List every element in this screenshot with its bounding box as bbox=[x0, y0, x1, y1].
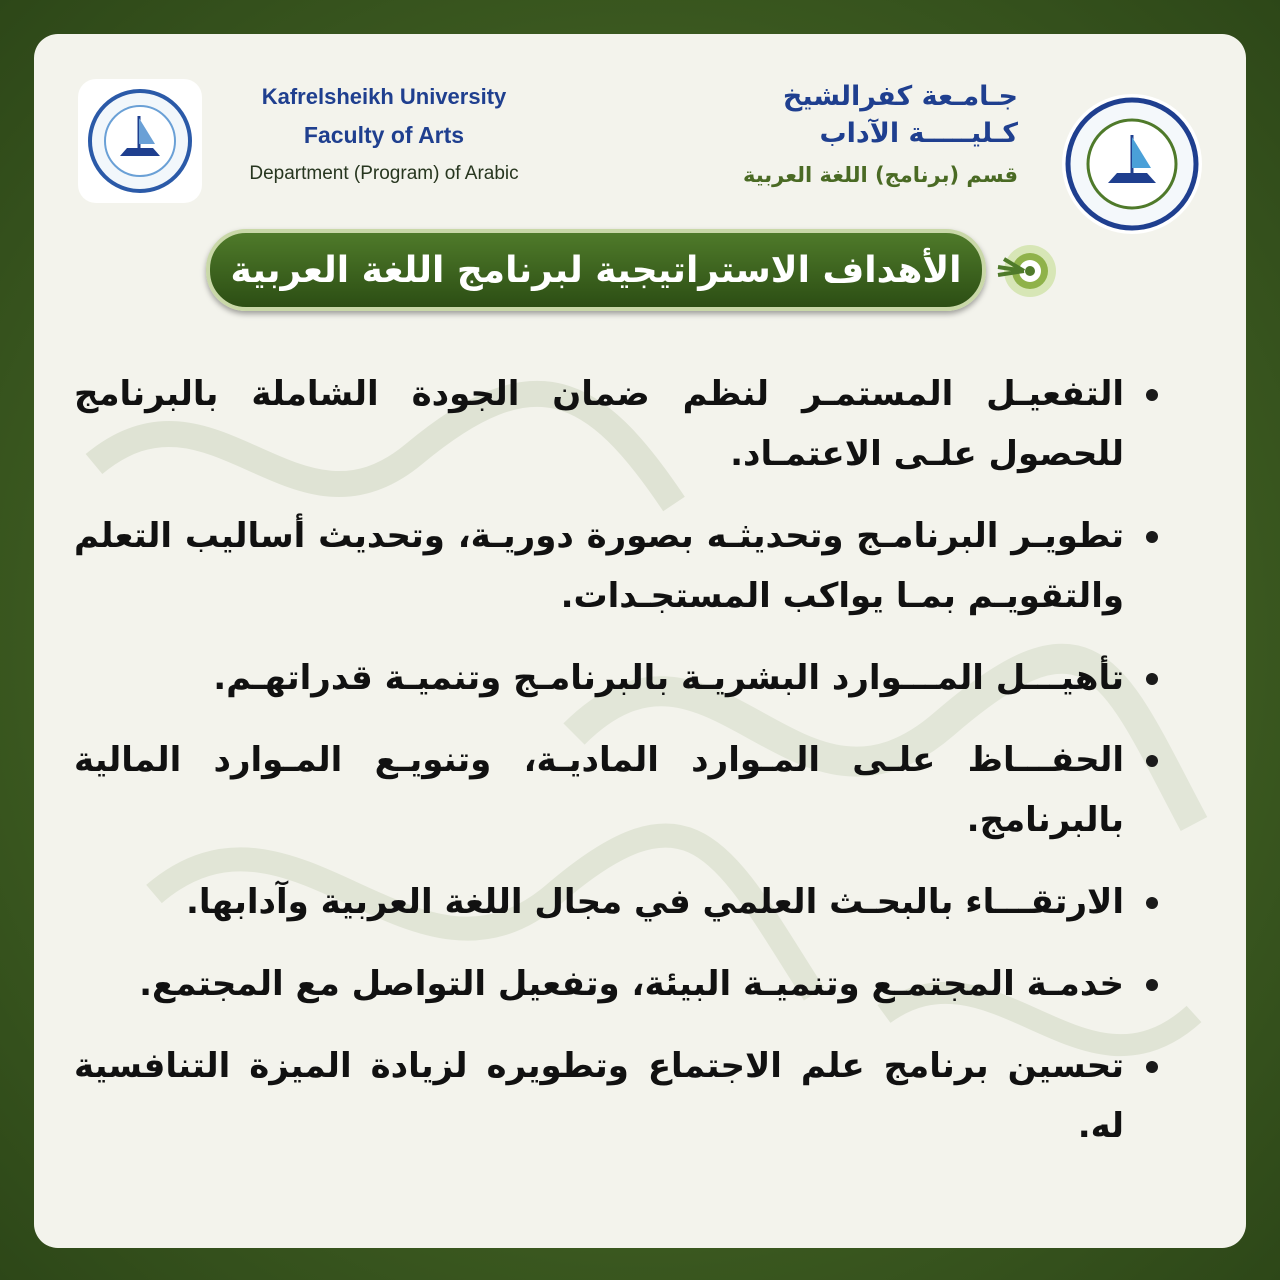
goal-item: الحفـــاظ علـى المـوارد الماديـة، وتنويـع المـوارد المالية بالبرنامج. bbox=[74, 730, 1164, 850]
goal-item: الارتقـــاء بالبحـث العلمي في مجال اللغة العربية وآدابها. bbox=[74, 872, 1164, 932]
goal-item: تطويـر البرنامـج وتحديثـه بصورة دوريـة، وتحديث أساليب التعلم والتقويـم بمـا يواكب المستجـدات. bbox=[74, 506, 1164, 626]
english-faculty-name: Faculty of Arts bbox=[303, 122, 465, 148]
logo-seal-icon bbox=[1063, 95, 1201, 233]
goals-list bbox=[74, 364, 1164, 1178]
english-university-name: Kafrelsheikh University bbox=[261, 84, 507, 109]
english-header bbox=[184, 79, 584, 185]
arabic-university-name: جـامـعة كفرالشيخ bbox=[782, 81, 1018, 112]
target-icon bbox=[994, 239, 1058, 303]
logo-seal-icon bbox=[85, 86, 195, 196]
goal-item: تأهيـــل المـــوارد البشريـة بالبرنامـج وتنميـة قدراتهـم. bbox=[74, 648, 1164, 708]
page-title: الأهداف الاستراتيجية لبرنامج اللغة العربية bbox=[206, 229, 986, 311]
goal-item: تحسين برنامج علم الاجتماع وتطويره لزيادة الميزة التنافسية له. bbox=[74, 1036, 1164, 1156]
goal-item: التفعيـل المستمـر لنظم ضمان الجودة الشاملة بالبرنامج للحصول علـى الاعتمـاد. bbox=[74, 364, 1164, 484]
english-department-name: Department (Program) of Arabic bbox=[249, 163, 519, 184]
content-card bbox=[34, 34, 1246, 1248]
arabic-faculty-name: كـليـــــة الآداب bbox=[819, 118, 1018, 149]
faculty-logo-right bbox=[1062, 94, 1202, 234]
arabic-department-name: قسم (برنامج) اللغة العربية bbox=[742, 163, 1018, 187]
arabic-header bbox=[658, 79, 1018, 187]
goal-item: خدمـة المجتمـع وتنميـة البيئة، وتفعيل التواصل مع المجتمع. bbox=[74, 954, 1164, 1014]
